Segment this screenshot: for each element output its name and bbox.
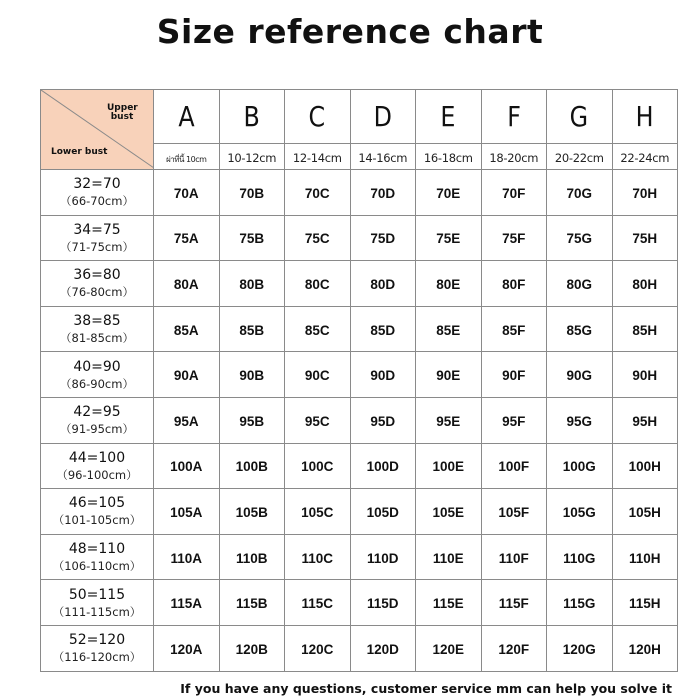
size-label: 115A — [170, 596, 203, 612]
size-label: 115G — [563, 596, 596, 612]
size-cell — [350, 534, 416, 580]
size-cell — [285, 534, 351, 580]
size-cell — [219, 489, 285, 535]
size-label: 70D — [370, 185, 396, 201]
cup-letter: D — [373, 100, 392, 133]
size-label: 110B — [235, 550, 268, 566]
band-range-label: （81-85cm） — [60, 331, 134, 346]
size-label: 115D — [366, 596, 399, 612]
size-cell — [285, 580, 351, 626]
size-cell — [219, 352, 285, 398]
size-cell — [547, 170, 613, 216]
size-cell — [547, 352, 613, 398]
size-label: 85E — [436, 322, 461, 338]
size-label: 75H — [632, 231, 658, 247]
band-size-cell — [41, 306, 154, 352]
cup-header-d — [350, 90, 416, 144]
size-cell — [219, 170, 285, 216]
size-cell — [547, 397, 613, 443]
table-row — [41, 489, 678, 535]
size-label: 110C — [301, 550, 334, 566]
size-cell — [547, 443, 613, 489]
band-range-label: （106-110cm） — [52, 559, 142, 574]
size-label: 90E — [436, 368, 461, 384]
cup-range-c — [285, 144, 351, 170]
size-label: 90H — [632, 368, 658, 384]
cup-range-label: 12-14cm — [292, 151, 342, 165]
size-label: 70E — [436, 185, 461, 201]
size-cell — [285, 261, 351, 307]
cup-range-f — [481, 144, 547, 170]
size-label: 95D — [370, 413, 396, 429]
cup-letter: B — [243, 100, 260, 133]
size-cell — [612, 306, 678, 352]
size-cell — [612, 489, 678, 535]
size-label: 90B — [239, 368, 265, 384]
band-size-label: 44=100 — [68, 449, 126, 466]
size-label: 75D — [370, 231, 396, 247]
page-title: Size reference chart — [156, 12, 544, 51]
size-cell — [219, 261, 285, 307]
size-cell — [481, 215, 547, 261]
table-row — [41, 397, 678, 443]
table-row — [41, 215, 678, 261]
size-label: 100G — [562, 459, 596, 475]
cup-header-g — [547, 90, 613, 144]
size-label: 120F — [498, 641, 530, 657]
size-cell — [612, 534, 678, 580]
size-cell — [350, 397, 416, 443]
size-cell — [350, 261, 416, 307]
size-label: 95F — [502, 413, 526, 429]
cup-header-c — [285, 90, 351, 144]
size-cell — [481, 443, 547, 489]
size-label: 110E — [432, 550, 464, 566]
size-label: 75B — [239, 231, 265, 247]
size-label: 80C — [304, 276, 330, 292]
size-label: 80G — [566, 276, 593, 292]
size-label: 100E — [432, 459, 465, 475]
band-size-cell — [41, 534, 154, 580]
size-label: 120E — [432, 641, 465, 657]
size-label: 110F — [498, 550, 529, 566]
size-cell — [285, 625, 351, 671]
size-label: 85B — [239, 322, 265, 338]
size-label: 105G — [562, 504, 596, 520]
size-label: 95E — [436, 413, 461, 429]
size-table — [40, 89, 678, 672]
size-cell — [350, 352, 416, 398]
size-cell — [416, 215, 482, 261]
size-label: 115B — [235, 596, 268, 612]
size-label: 85D — [370, 322, 396, 338]
band-size-cell — [41, 489, 154, 535]
size-label: 90G — [566, 368, 593, 384]
size-label: 75G — [566, 231, 593, 247]
size-cell — [154, 215, 220, 261]
size-cell — [547, 489, 613, 535]
band-size-cell — [41, 580, 154, 626]
size-label: 75E — [436, 231, 461, 247]
size-label: 80E — [436, 276, 461, 292]
band-range-label: （76-80cm） — [60, 285, 134, 300]
size-cell — [219, 580, 285, 626]
size-cell — [612, 170, 678, 216]
size-label: 90D — [370, 368, 396, 384]
size-label: 90F — [502, 368, 526, 384]
cup-letter: G — [570, 100, 589, 133]
size-cell — [154, 306, 220, 352]
cup-letter: A — [178, 100, 195, 133]
size-cell — [350, 443, 416, 489]
size-label: 70B — [239, 185, 265, 201]
footer-note: If you have any questions, customer service mm can help you solve it — [180, 681, 672, 696]
band-range-label: （66-70cm） — [60, 194, 134, 209]
size-cell — [481, 352, 547, 398]
cup-letter: E — [440, 100, 456, 133]
size-cell — [416, 397, 482, 443]
size-cell — [350, 625, 416, 671]
size-label: 75C — [304, 231, 330, 247]
size-label: 110D — [366, 550, 399, 566]
size-label: 85H — [632, 322, 658, 338]
cup-header-a — [154, 90, 220, 144]
band-range-label: （96-100cm） — [56, 467, 138, 482]
size-label: 110H — [628, 550, 661, 566]
size-cell — [350, 215, 416, 261]
size-label: 120C — [301, 641, 334, 657]
cup-header-h — [612, 90, 678, 144]
cup-range-label: 20-22cm — [554, 151, 604, 165]
cup-letter-row — [41, 90, 678, 144]
size-cell — [481, 625, 547, 671]
band-range-label: （111-115cm） — [52, 604, 142, 619]
cup-header-f — [481, 90, 547, 144]
cup-range-label: ผ่าที่นี้ 10cm — [166, 155, 207, 164]
size-label: 100H — [628, 459, 661, 475]
cup-range-label: 14-16cm — [358, 151, 408, 165]
band-size-cell — [41, 443, 154, 489]
cup-header-b — [219, 90, 285, 144]
band-size-cell — [41, 261, 154, 307]
band-size-label: 48=110 — [68, 541, 126, 558]
size-label: 115H — [628, 596, 661, 612]
table-row — [41, 352, 678, 398]
size-cell — [285, 306, 351, 352]
cup-range-a — [154, 144, 220, 170]
size-label: 105E — [432, 504, 465, 520]
cup-letter: C — [308, 100, 326, 133]
cup-letter: H — [635, 100, 654, 133]
size-cell — [154, 625, 220, 671]
size-cell — [612, 352, 678, 398]
band-size-label: 50=115 — [68, 586, 126, 603]
size-label: 100F — [498, 459, 530, 475]
cup-range-d — [350, 144, 416, 170]
size-cell — [612, 580, 678, 626]
size-label: 120G — [562, 641, 596, 657]
size-cell — [285, 352, 351, 398]
band-size-cell — [41, 170, 154, 216]
size-label: 110G — [563, 550, 596, 566]
table-row — [41, 306, 678, 352]
size-label: 120B — [235, 641, 268, 657]
size-label: 100D — [366, 459, 399, 475]
band-size-label: 46=105 — [68, 495, 126, 512]
size-cell — [154, 489, 220, 535]
size-cell — [416, 580, 482, 626]
size-label: 105C — [301, 504, 334, 520]
size-cell — [219, 625, 285, 671]
size-cell — [285, 489, 351, 535]
cup-range-b — [219, 144, 285, 170]
size-cell — [612, 261, 678, 307]
size-cell — [350, 306, 416, 352]
lower-bust-label: Lower bust — [51, 147, 108, 157]
size-cell — [285, 170, 351, 216]
size-label: 75F — [502, 231, 526, 247]
header-corner-cell — [41, 90, 154, 170]
size-cell — [481, 170, 547, 216]
band-size-label: 32=70 — [73, 176, 121, 193]
size-label: 70F — [502, 185, 526, 201]
size-cell — [154, 170, 220, 216]
size-label: 115C — [301, 596, 334, 612]
size-label: 80D — [370, 276, 396, 292]
size-label: 95H — [632, 413, 658, 429]
size-label: 100C — [301, 459, 334, 475]
size-label: 100B — [235, 459, 268, 475]
cup-range-label: 10-12cm — [227, 151, 277, 165]
size-cell — [154, 352, 220, 398]
band-size-cell — [41, 397, 154, 443]
size-label: 110A — [170, 550, 203, 566]
band-size-cell — [41, 352, 154, 398]
size-cell — [350, 170, 416, 216]
band-size-label: 52=120 — [68, 632, 126, 649]
size-cell — [481, 306, 547, 352]
size-cell — [154, 534, 220, 580]
size-label: 105B — [235, 504, 268, 520]
size-cell — [547, 534, 613, 580]
size-label: 100A — [170, 459, 203, 475]
band-range-label: （86-90cm） — [60, 376, 134, 391]
size-label: 85F — [502, 322, 526, 338]
size-label: 120A — [170, 641, 203, 657]
size-cell — [547, 261, 613, 307]
size-cell — [416, 625, 482, 671]
size-cell — [547, 625, 613, 671]
size-cell — [481, 534, 547, 580]
band-size-label: 36=80 — [73, 267, 121, 284]
size-cell — [481, 397, 547, 443]
band-size-label: 42=95 — [73, 404, 121, 421]
size-label: 85C — [304, 322, 330, 338]
cup-range-g — [547, 144, 613, 170]
size-label: 70H — [632, 185, 658, 201]
size-cell — [612, 215, 678, 261]
size-label: 115F — [498, 596, 529, 612]
band-size-cell — [41, 625, 154, 671]
table-row — [41, 170, 678, 216]
size-cell — [416, 489, 482, 535]
size-label: 75A — [173, 231, 199, 247]
table-row — [41, 625, 678, 671]
size-cell — [219, 534, 285, 580]
size-label: 85G — [566, 322, 593, 338]
table-row — [41, 261, 678, 307]
upper-bust-label: Upper bust — [107, 103, 138, 122]
table-row — [41, 534, 678, 580]
size-cell — [154, 397, 220, 443]
size-label: 70C — [304, 185, 330, 201]
cup-range-label: 16-18cm — [423, 151, 473, 165]
size-label: 95C — [304, 413, 330, 429]
size-cell — [481, 580, 547, 626]
size-label: 105A — [170, 504, 203, 520]
size-cell — [547, 215, 613, 261]
cup-range-e — [416, 144, 482, 170]
band-size-label: 34=75 — [73, 221, 121, 238]
band-size-label: 40=90 — [73, 358, 121, 375]
size-cell — [285, 215, 351, 261]
size-cell — [154, 580, 220, 626]
size-cell — [219, 443, 285, 489]
size-cell — [154, 443, 220, 489]
size-cell — [612, 397, 678, 443]
size-cell — [219, 306, 285, 352]
size-cell — [416, 170, 482, 216]
size-label: 90A — [173, 368, 199, 384]
size-cell — [416, 261, 482, 307]
size-label: 80F — [502, 276, 526, 292]
size-cell — [416, 534, 482, 580]
size-cell — [416, 306, 482, 352]
size-cell — [481, 261, 547, 307]
size-label: 120H — [628, 641, 661, 657]
size-cell — [350, 580, 416, 626]
size-label: 70A — [173, 185, 199, 201]
size-cell — [547, 580, 613, 626]
size-cell — [416, 443, 482, 489]
band-range-label: （101-105cm） — [52, 513, 142, 528]
size-label: 80A — [173, 276, 199, 292]
band-range-label: （116-120cm） — [52, 650, 142, 665]
size-cell — [350, 489, 416, 535]
band-size-cell — [41, 215, 154, 261]
size-label: 95G — [566, 413, 593, 429]
size-label: 85A — [173, 322, 199, 338]
cup-header-e — [416, 90, 482, 144]
band-range-label: （91-95cm） — [60, 422, 134, 437]
table-row — [41, 580, 678, 626]
cup-range-label: 18-20cm — [489, 151, 539, 165]
size-cell — [612, 625, 678, 671]
size-label: 120D — [366, 641, 399, 657]
size-cell — [481, 489, 547, 535]
table-row — [41, 443, 678, 489]
cup-letter: F — [506, 100, 521, 133]
size-label: 115E — [432, 596, 464, 612]
cup-range-h — [612, 144, 678, 170]
size-cell — [416, 352, 482, 398]
size-cell — [547, 306, 613, 352]
size-label: 70G — [566, 185, 593, 201]
band-size-label: 38=85 — [73, 313, 121, 330]
size-label: 105F — [498, 504, 530, 520]
size-label: 80B — [239, 276, 265, 292]
size-label: 105H — [628, 504, 661, 520]
size-cell — [612, 443, 678, 489]
size-label: 80H — [632, 276, 658, 292]
size-cell — [285, 443, 351, 489]
size-cell — [219, 397, 285, 443]
size-cell — [154, 261, 220, 307]
size-label: 95A — [173, 413, 199, 429]
size-label: 95B — [239, 413, 265, 429]
size-cell — [219, 215, 285, 261]
size-label: 105D — [366, 504, 399, 520]
size-cell — [285, 397, 351, 443]
band-range-label: （71-75cm） — [60, 239, 134, 254]
size-label: 90C — [304, 368, 330, 384]
cup-range-label: 22-24cm — [620, 151, 670, 165]
